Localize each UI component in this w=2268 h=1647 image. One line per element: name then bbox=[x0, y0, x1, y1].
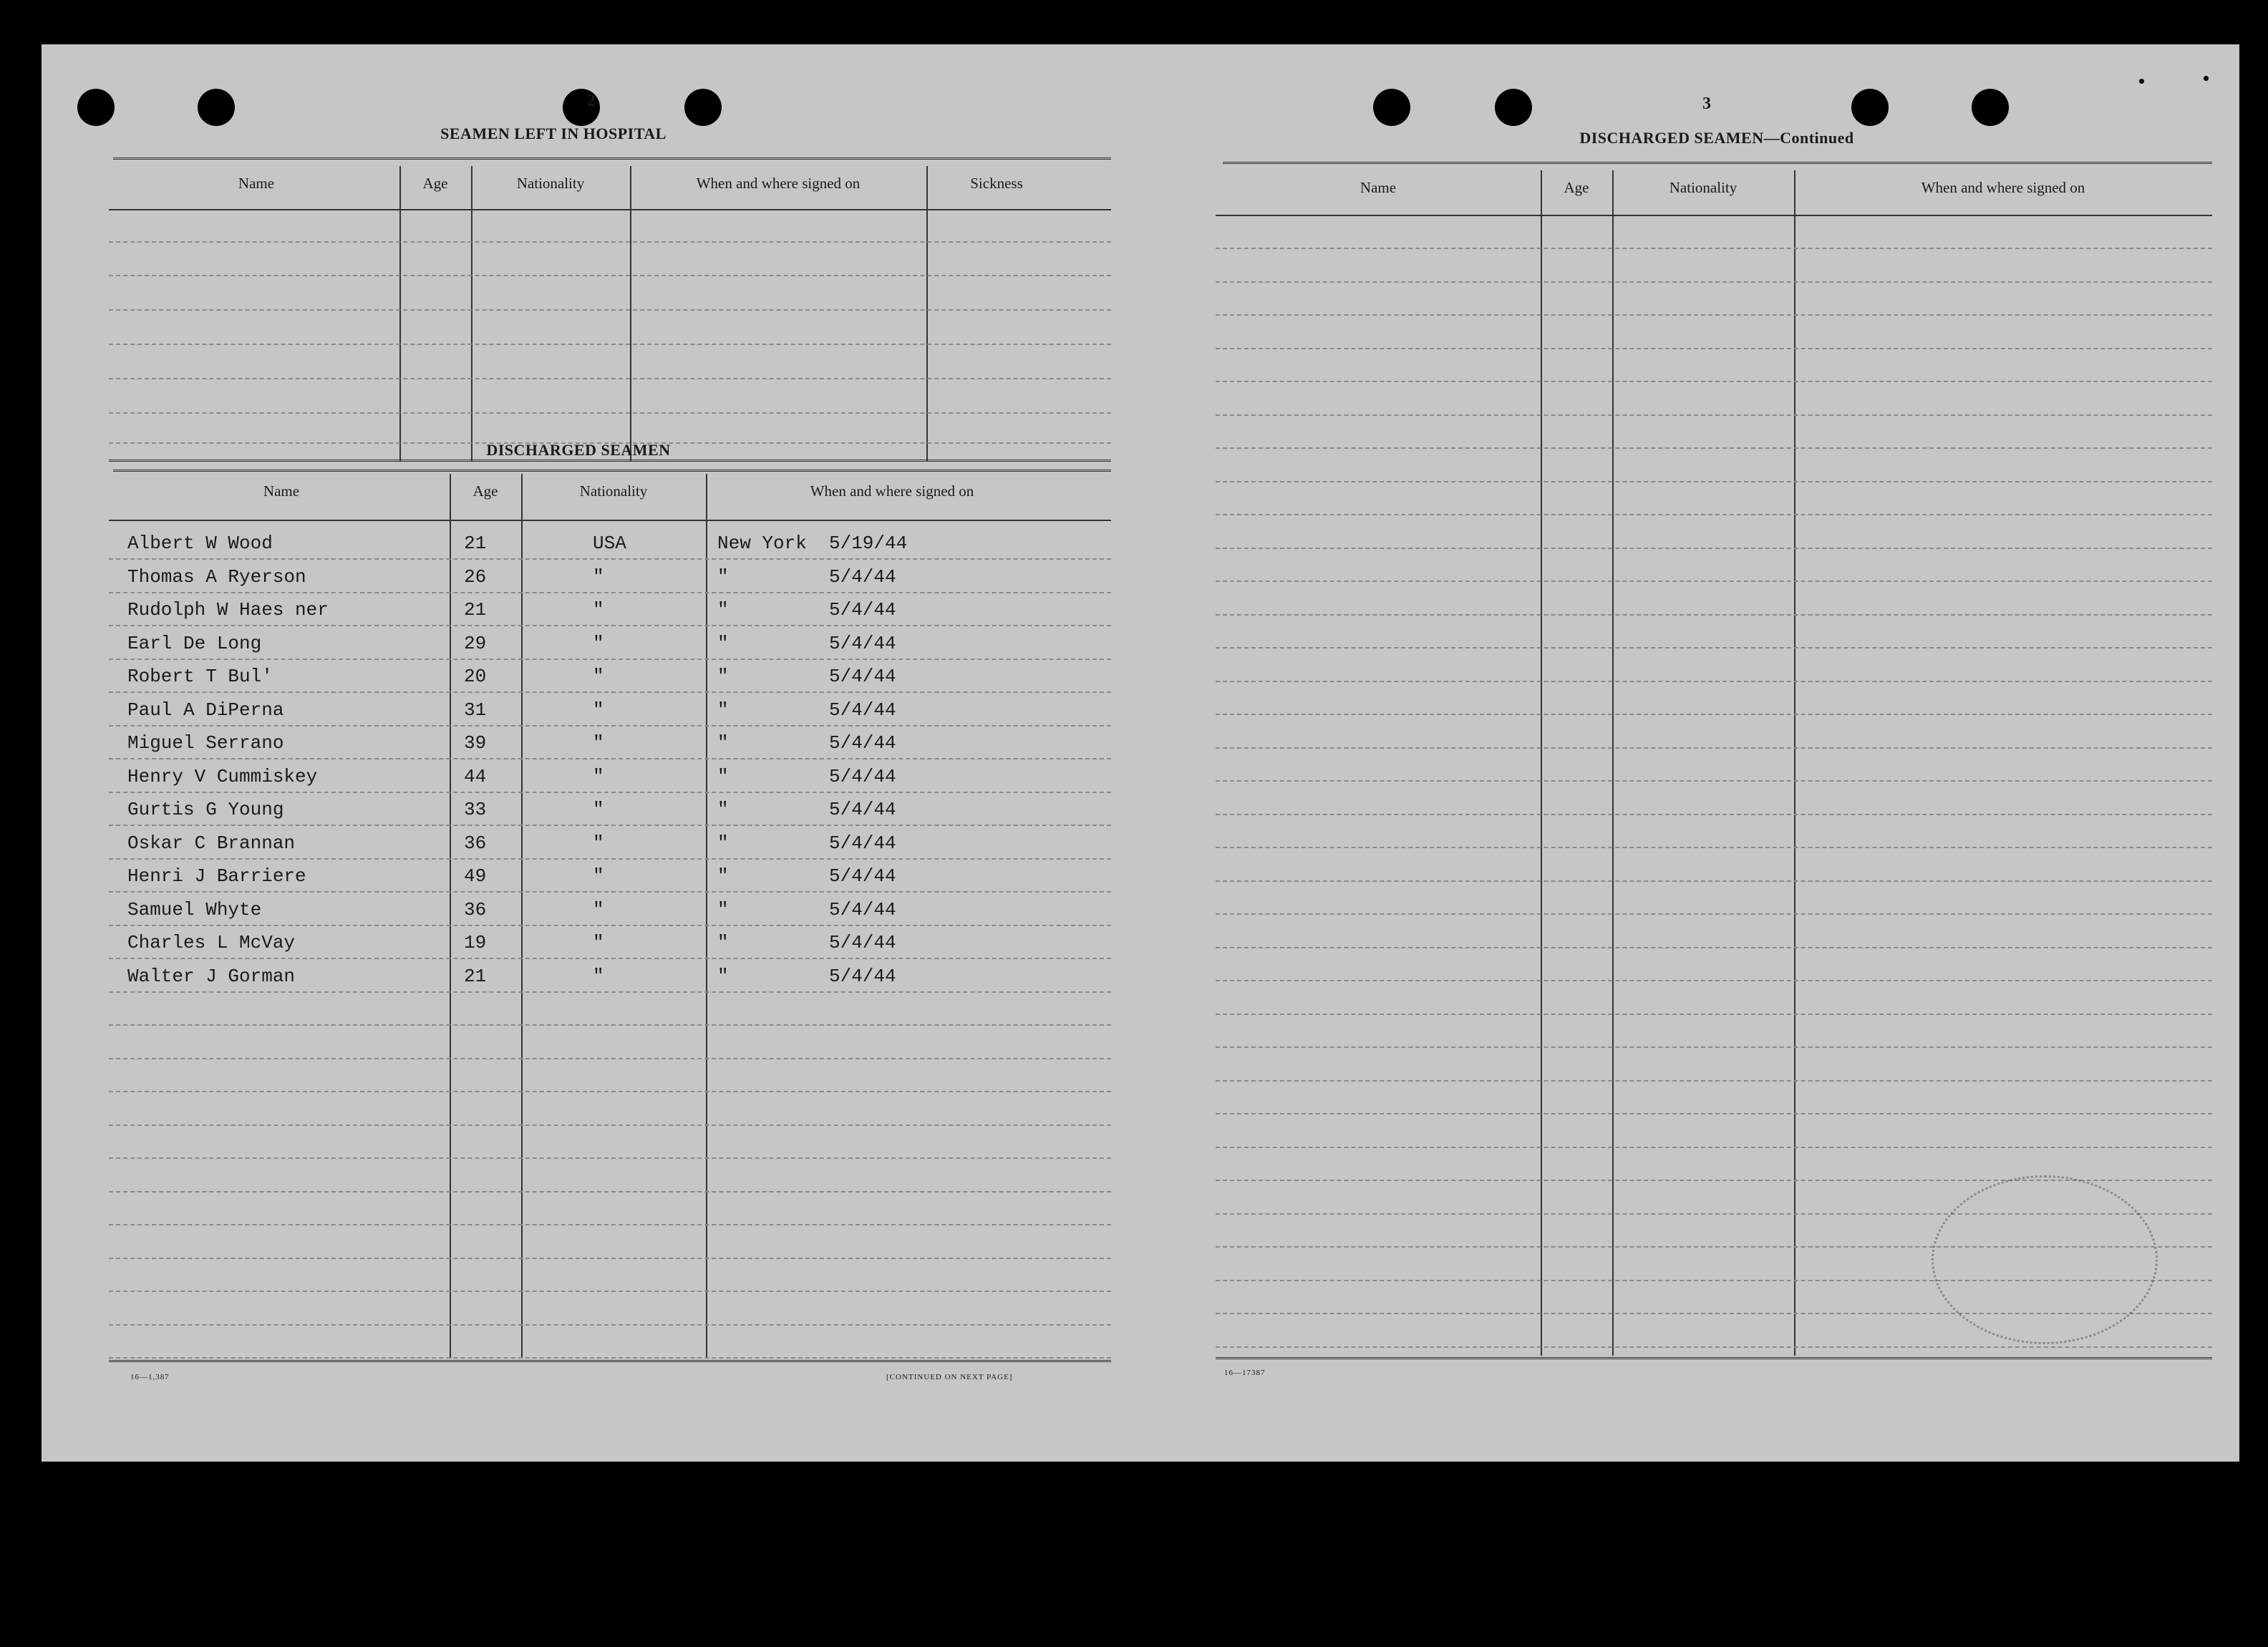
row-rule bbox=[1216, 514, 2212, 515]
row-rule bbox=[109, 858, 1111, 860]
col-header-age: Age bbox=[472, 482, 498, 500]
seaman-nationality: " bbox=[593, 799, 604, 820]
signed-on-place: " bbox=[717, 932, 729, 953]
row-rule bbox=[1216, 481, 2212, 482]
rule bbox=[1216, 1357, 2212, 1359]
rule bbox=[113, 470, 1111, 472]
row-rule bbox=[109, 592, 1111, 593]
seaman-name: Gurtis G Young bbox=[127, 799, 284, 820]
hospital-title: SEAMEN LEFT IN HOSPITAL bbox=[440, 125, 667, 142]
signed-on-place: " bbox=[717, 599, 729, 621]
signed-on-date: 5/4/44 bbox=[829, 799, 896, 820]
row-rule bbox=[1216, 913, 2212, 915]
row-rule bbox=[109, 344, 1111, 345]
signed-on-place: " bbox=[717, 799, 729, 820]
seaman-nationality: USA bbox=[593, 533, 626, 554]
row-rule bbox=[109, 1024, 1111, 1026]
punch-hole bbox=[77, 89, 115, 126]
row-rule bbox=[109, 1324, 1111, 1326]
rule bbox=[109, 460, 1111, 462]
seaman-name: Henry V Cummiskey bbox=[127, 765, 318, 787]
seaman-name: Paul A DiPerna bbox=[127, 699, 284, 721]
seaman-name: Henri J Barriere bbox=[127, 865, 306, 887]
row-rule bbox=[109, 1058, 1111, 1059]
col-header-name: Name bbox=[238, 175, 275, 192]
seaman-nationality: " bbox=[593, 732, 604, 754]
seaman-nationality: " bbox=[593, 898, 604, 920]
signed-on-place: New York bbox=[717, 533, 807, 554]
punch-hole bbox=[198, 89, 235, 126]
col-header-age: Age bbox=[422, 175, 448, 192]
row-rule bbox=[109, 925, 1111, 926]
row-rule bbox=[1216, 1147, 2212, 1148]
row-rule bbox=[109, 758, 1111, 759]
signed-on-date: 5/4/44 bbox=[829, 965, 896, 987]
row-rule bbox=[109, 659, 1111, 660]
signed-on-date: 5/4/44 bbox=[829, 898, 896, 920]
row-rule bbox=[1216, 647, 2212, 648]
seaman-age: 39 bbox=[464, 732, 487, 754]
row-rule bbox=[1216, 1113, 2212, 1114]
signed-on-place: " bbox=[717, 732, 729, 754]
seaman-nationality: " bbox=[593, 632, 604, 654]
signed-on-date: 5/4/44 bbox=[829, 832, 896, 854]
col-header-nationality: Nationality bbox=[1669, 179, 1738, 196]
signed-on-place: " bbox=[717, 765, 729, 787]
row-rule bbox=[109, 958, 1111, 959]
row-rule bbox=[109, 412, 1111, 414]
seaman-nationality: " bbox=[593, 565, 604, 588]
seaman-name: Robert T Bul' bbox=[127, 666, 273, 687]
faded-stamp bbox=[1932, 1175, 2158, 1344]
row-rule bbox=[1216, 414, 2212, 416]
page-number-right: 3 bbox=[1702, 94, 1711, 113]
col-header-name: Name bbox=[263, 482, 300, 500]
row-rule bbox=[1216, 348, 2212, 349]
signed-on-date: 5/4/44 bbox=[829, 865, 896, 887]
row-rule bbox=[1216, 980, 2212, 981]
row-rule bbox=[109, 241, 1111, 243]
row-rule bbox=[1216, 1346, 2212, 1348]
seaman-age: 44 bbox=[464, 765, 487, 787]
row-rule bbox=[1216, 714, 2212, 715]
header-rule bbox=[109, 520, 1111, 521]
col-header-nationality: Nationality bbox=[516, 175, 585, 192]
signed-on-date: 5/19/44 bbox=[829, 533, 908, 554]
header-rule bbox=[1216, 215, 2212, 216]
document-sheet bbox=[42, 44, 2239, 1462]
seaman-age: 33 bbox=[464, 799, 487, 820]
row-rule bbox=[1216, 681, 2212, 682]
row-rule bbox=[109, 991, 1111, 993]
discharged-title: DISCHARGED SEAMEN bbox=[486, 441, 671, 459]
seaman-age: 31 bbox=[464, 699, 487, 721]
seaman-age: 29 bbox=[464, 632, 487, 654]
signed-on-place: " bbox=[717, 632, 729, 654]
punch-hole bbox=[684, 89, 722, 126]
row-rule bbox=[109, 309, 1111, 311]
seaman-nationality: " bbox=[593, 699, 604, 721]
seaman-name: Earl De Long bbox=[127, 632, 262, 654]
rule bbox=[1223, 162, 2212, 164]
row-rule bbox=[109, 825, 1111, 826]
signed-on-date: 5/4/44 bbox=[829, 599, 896, 621]
form-number-right: 16—17387 bbox=[1224, 1369, 1266, 1377]
row-rule bbox=[1216, 1080, 2212, 1082]
row-rule bbox=[1216, 747, 2212, 749]
seaman-nationality: " bbox=[593, 865, 604, 887]
header-rule bbox=[109, 209, 1111, 210]
signed-on-place: " bbox=[717, 666, 729, 687]
seaman-age: 26 bbox=[464, 565, 487, 588]
seaman-age: 19 bbox=[464, 932, 487, 953]
signed-on-place: " bbox=[717, 865, 729, 887]
form-number-left: 16—1,387 bbox=[130, 1373, 170, 1381]
seaman-nationality: " bbox=[593, 965, 604, 987]
seaman-age: 36 bbox=[464, 898, 487, 920]
row-rule bbox=[1216, 548, 2212, 549]
col-header-sickness: Sickness bbox=[970, 175, 1023, 192]
row-rule bbox=[1216, 847, 2212, 848]
seaman-name: Albert W Wood bbox=[127, 533, 273, 554]
row-rule bbox=[109, 625, 1111, 626]
signed-on-date: 5/4/44 bbox=[829, 732, 896, 754]
signed-on-place: " bbox=[717, 832, 729, 854]
col-header-signed-on: When and where signed on bbox=[1921, 179, 2085, 196]
row-rule bbox=[109, 1291, 1111, 1292]
seaman-name: Thomas A Ryerson bbox=[127, 565, 306, 588]
signed-on-place: " bbox=[717, 965, 729, 987]
row-rule bbox=[109, 1357, 1111, 1359]
row-rule bbox=[1216, 314, 2212, 316]
row-rule bbox=[109, 792, 1111, 793]
row-rule bbox=[109, 1124, 1111, 1126]
seaman-nationality: " bbox=[593, 599, 604, 621]
col-header-signed-on: When and where signed on bbox=[696, 175, 861, 192]
row-rule bbox=[109, 1091, 1111, 1092]
col-header-name: Name bbox=[1360, 179, 1397, 196]
continued-note: [CONTINUED ON NEXT PAGE] bbox=[886, 1373, 1013, 1381]
row-rule bbox=[109, 691, 1111, 693]
signed-on-place: " bbox=[717, 699, 729, 721]
col-header-signed-on: When and where signed on bbox=[810, 482, 974, 500]
row-rule bbox=[109, 558, 1111, 560]
row-rule bbox=[109, 1258, 1111, 1259]
row-rule bbox=[1216, 1014, 2212, 1015]
row-rule bbox=[1216, 880, 2212, 882]
row-rule bbox=[1216, 248, 2212, 249]
signed-on-date: 5/4/44 bbox=[829, 632, 896, 654]
col-header-age: Age bbox=[1564, 179, 1589, 196]
seaman-name: Samuel Whyte bbox=[127, 898, 262, 920]
row-rule bbox=[109, 891, 1111, 893]
row-rule bbox=[1216, 780, 2212, 782]
signed-on-date: 5/4/44 bbox=[829, 932, 896, 953]
speck bbox=[2204, 76, 2209, 81]
seaman-age: 20 bbox=[464, 666, 487, 687]
signed-on-date: 5/4/44 bbox=[829, 699, 896, 721]
column-rule bbox=[521, 474, 523, 1359]
row-rule bbox=[109, 378, 1111, 379]
page-number-left: 2 bbox=[587, 92, 596, 110]
seaman-name: Miguel Serrano bbox=[127, 732, 284, 754]
row-rule bbox=[1216, 381, 2212, 382]
row-rule bbox=[1216, 814, 2212, 815]
col-header-nationality: Nationality bbox=[579, 482, 648, 500]
seaman-name: Charles L McVay bbox=[127, 932, 296, 953]
row-rule bbox=[109, 1224, 1111, 1225]
seaman-age: 36 bbox=[464, 832, 487, 854]
seaman-age: 21 bbox=[464, 599, 487, 621]
punch-hole bbox=[1373, 89, 1410, 126]
rule bbox=[109, 1360, 1111, 1362]
row-rule bbox=[1216, 447, 2212, 449]
row-rule bbox=[109, 1157, 1111, 1159]
rule bbox=[113, 157, 1111, 160]
signed-on-date: 5/4/44 bbox=[829, 765, 896, 787]
seaman-name: Walter J Gorman bbox=[127, 965, 296, 987]
row-rule bbox=[1216, 947, 2212, 948]
seaman-nationality: " bbox=[593, 765, 604, 787]
seaman-nationality: " bbox=[593, 666, 604, 687]
column-rule bbox=[706, 474, 707, 1359]
speck bbox=[2139, 79, 2144, 84]
punch-hole bbox=[1972, 89, 2009, 126]
seaman-age: 21 bbox=[464, 965, 487, 987]
punch-hole bbox=[1851, 89, 1889, 126]
row-rule bbox=[1216, 281, 2212, 283]
seaman-age: 21 bbox=[464, 533, 487, 554]
seaman-name: Rudolph W Haes ner bbox=[127, 599, 329, 621]
seaman-age: 49 bbox=[464, 865, 487, 887]
continued-title: DISCHARGED SEAMEN—Continued bbox=[1579, 129, 1854, 147]
seaman-name: Oskar C Brannan bbox=[127, 832, 296, 854]
seaman-nationality: " bbox=[593, 832, 604, 854]
punch-hole bbox=[1495, 89, 1532, 126]
column-rule bbox=[450, 474, 451, 1359]
row-rule bbox=[109, 1191, 1111, 1192]
row-rule bbox=[109, 725, 1111, 727]
row-rule bbox=[109, 275, 1111, 276]
signed-on-place: " bbox=[717, 898, 729, 920]
signed-on-date: 5/4/44 bbox=[829, 565, 896, 588]
seaman-nationality: " bbox=[593, 932, 604, 953]
signed-on-date: 5/4/44 bbox=[829, 666, 896, 687]
row-rule bbox=[1216, 614, 2212, 616]
signed-on-place: " bbox=[717, 565, 729, 588]
row-rule bbox=[1216, 580, 2212, 582]
row-rule bbox=[1216, 1046, 2212, 1048]
